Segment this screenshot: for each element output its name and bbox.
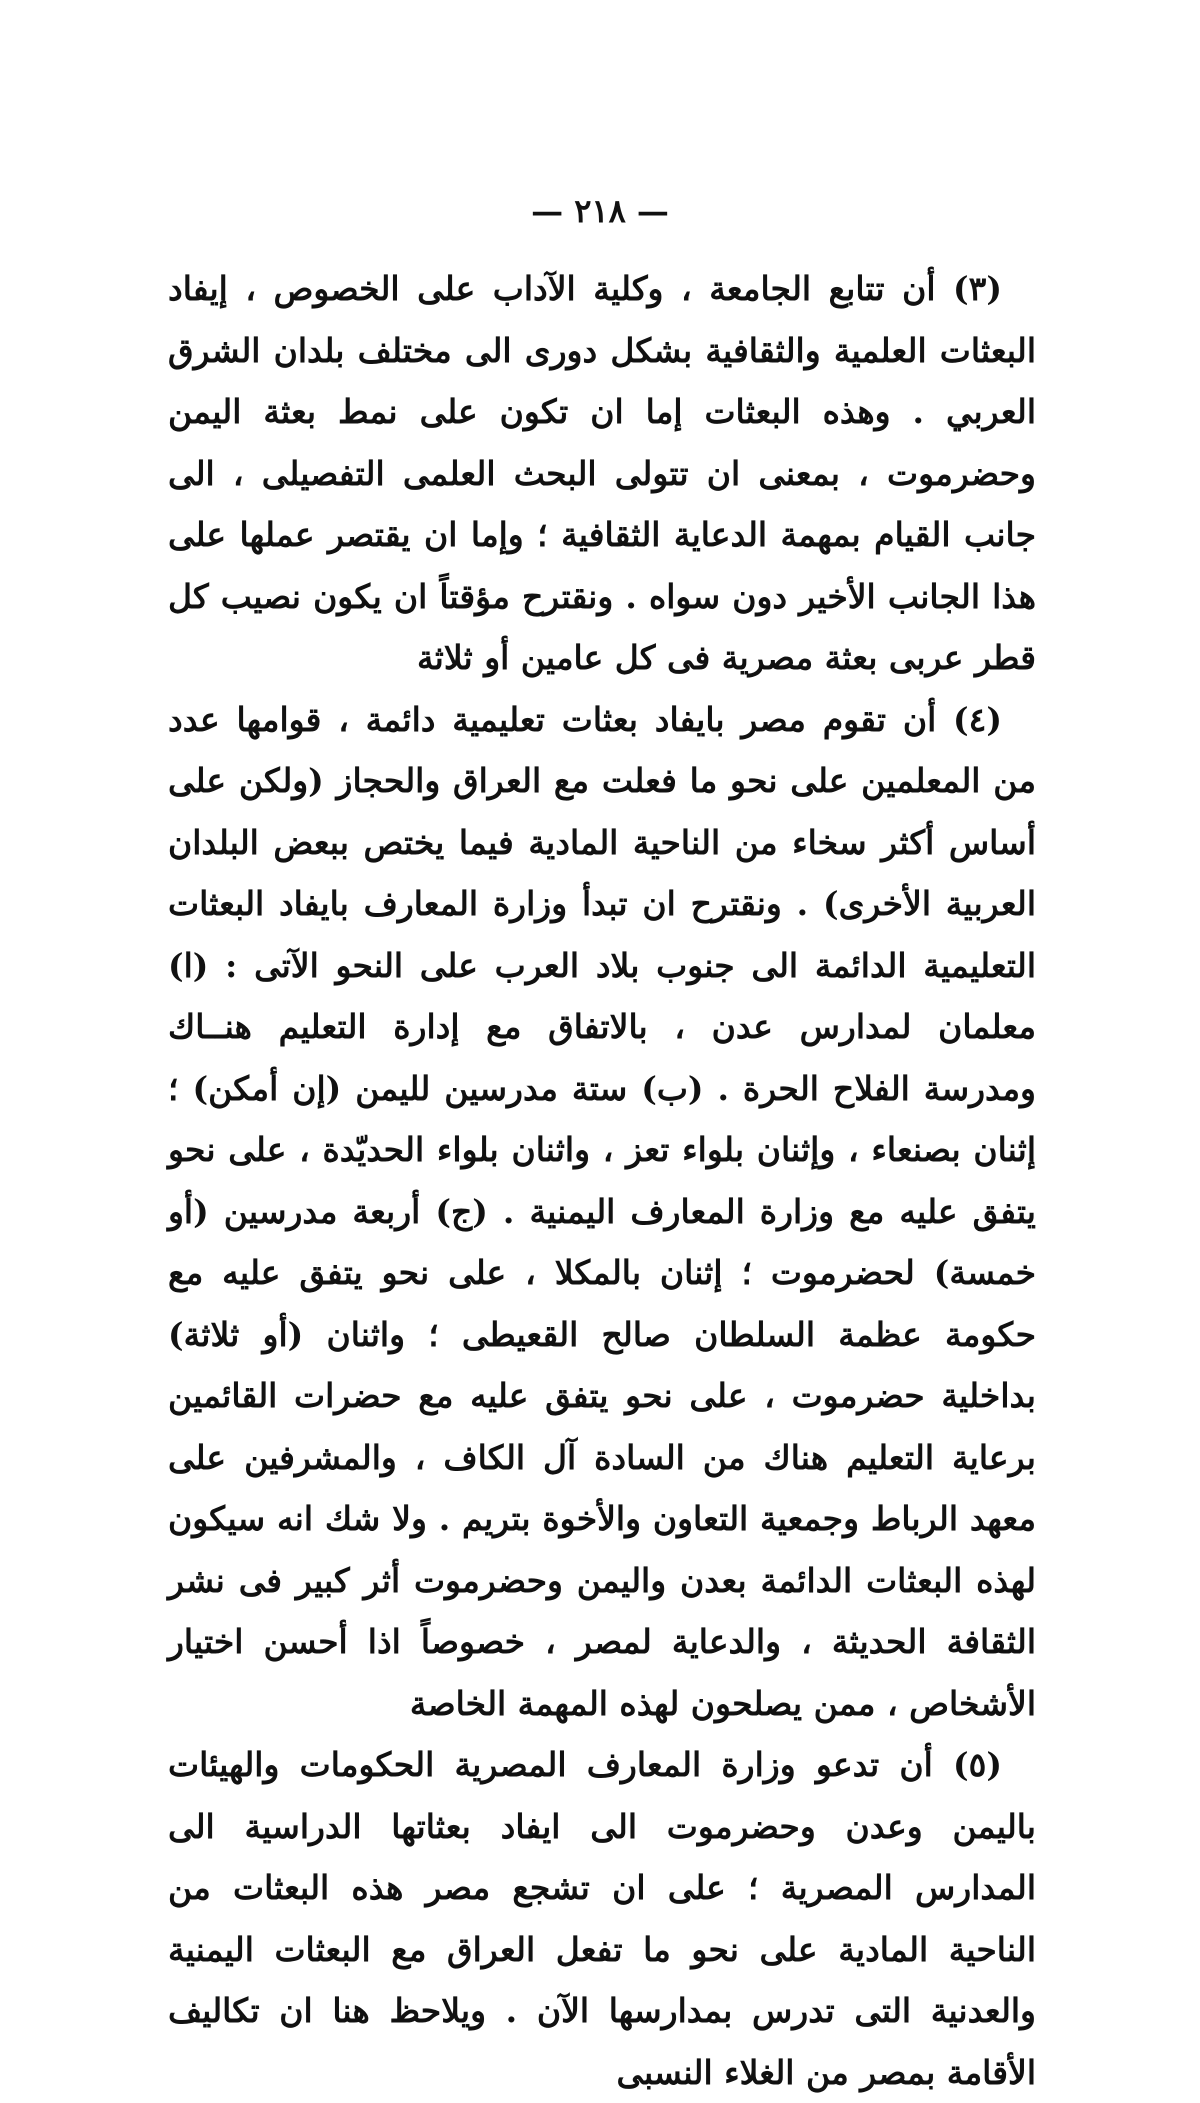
page-number: — ٢١٨ — bbox=[531, 192, 669, 230]
paragraph-item-3: (٣) أن تتابع الجامعة ، وكلية الآداب على الخصوص ، إيفاد البعثات العلمية والثقافية بشكل دورى الى مختلف بلدان الشرق العربي . وهذه البعثات إما ان تكون على نمط بعثة اليمن وحضرموت ، بمعنى ان تتولى البحث العلمى التفصيلى ، الى جانب القيام بمهمة الدعاية الثقافية ؛ وإما ان يقتصر عملها على هذا الجانب الأخير دون سواه . ونقترح مؤقتاً ان يكون نصيب كل قطر عربى بعثة مصرية فى كل عامين أو ثلاثة bbox=[168, 269, 1036, 677]
paragraph-item-4: (٤) أن تقوم مصر بايفاد بعثات تعليمية دائمة ، قوامها عدد من المعلمين على نحو ما فعلت مع العراق والحجاز (ولكن على أساس أكثر سخاء من الناحية المادية فيما يختص ببعض البلدان العربية الأخرى) . ونقترح ان تبدأ وزارة المعارف بايفاد البعثات التعليمية الدائمة الى جنوب بلاد العرب على النحو الآتى : (ا) معلمان لمدارس عدن ، بالاتفاق مع إدارة التعليم هنــاك ومدرسة الفلاح الحرة . (ب) ستة مدرسين لليمن (إن أمكن) ؛ إثنان بصنعاء ، وإثنان بلواء تعز ، واثنان بلواء الحديّدة ، على نحو يتفق عليه مع وزارة المعارف اليمنية . (ج) أربعة مدرسين (أو خمسة) لحضرموت ؛ إثنان بالمكلا ، على نحو يتفق عليه مع حكومة عظمة السلطان صالح القعيطى ؛ واثنان (أو ثلاثة) بداخلية حضرموت ، على نحو يتفق عليه مع حضرات القائمين برعاية التعليم هناك من السادة آل الكاف ، والمشرفين على معهد الرباط وجمعية التعاون والأخوة بتريم . ولا شك انه سيكون لهذه البعثات الدائمة بعدن واليمن وحضرموت أثر كبير فى نشر الثقافة الحديثة ، والدعاية لمصر ، خصوصاً اذا أحسن اختيار الأشخاص ، ممن يصلحون لهذه المهمة الخاصة bbox=[168, 699, 1036, 1723]
paragraph-item-5: (٥) أن تدعو وزارة المعارف المصرية الحكومات والهيئات باليمن وعدن وحضرموت الى ايفاد بعثاتها الدراسية الى المدارس المصرية ؛ على ان تشجع مصر هذه البعثات من الناحية المادية على نحو ما تفعل العراق مع البعثات اليمنية والعدنية التى تدرس بمدارسها الآن . ويلاحظ هنا ان تكاليف الأقامة بمصر من الغلاء النسبى bbox=[168, 1745, 1036, 2092]
page-body bbox=[168, 258, 1036, 2103]
